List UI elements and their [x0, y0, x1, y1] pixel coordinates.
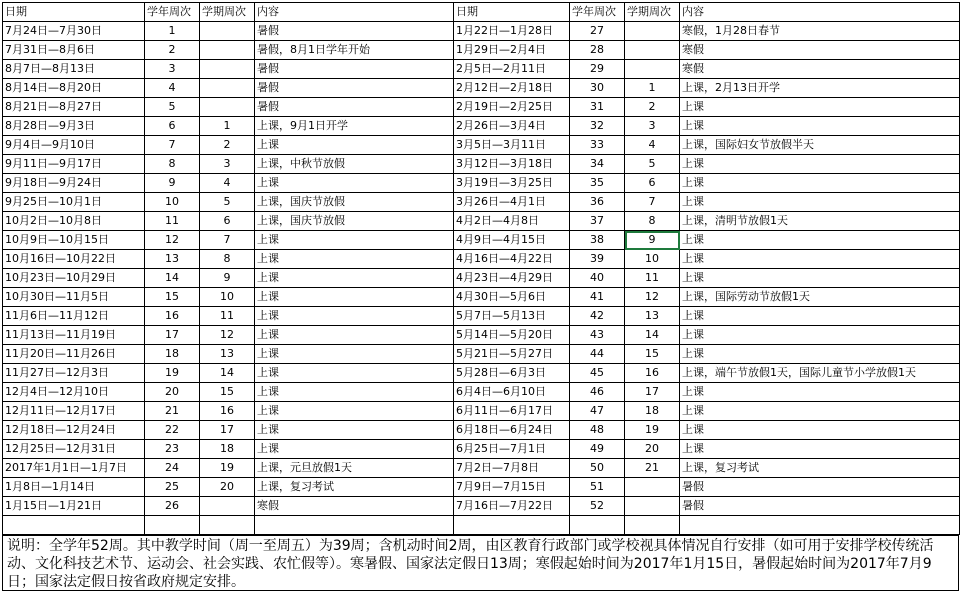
date-cell[interactable]: 5月14日—5月20日 — [454, 326, 570, 345]
date-cell[interactable]: 6月11日—6月17日 — [454, 402, 570, 421]
term-week-cell[interactable] — [200, 497, 255, 516]
year-week-cell[interactable]: 23 — [145, 440, 200, 459]
date-cell[interactable]: 4月2日—4月8日 — [454, 212, 570, 231]
year-week-cell[interactable]: 28 — [570, 41, 625, 60]
content-cell[interactable]: 上课 — [680, 117, 960, 136]
term-week-cell[interactable]: 18 — [625, 402, 680, 421]
term-week-cell[interactable]: 5 — [625, 155, 680, 174]
content-cell[interactable]: 上课，国际劳动节放假1天 — [680, 288, 960, 307]
year-week-cell[interactable]: 32 — [570, 117, 625, 136]
date-cell[interactable]: 8月14日—8月20日 — [3, 79, 145, 98]
empty-cell[interactable] — [200, 516, 255, 535]
term-week-cell[interactable]: 8 — [625, 212, 680, 231]
year-week-cell[interactable]: 50 — [570, 459, 625, 478]
year-week-cell[interactable]: 11 — [145, 212, 200, 231]
date-cell[interactable]: 2017年1月1日—1月7日 — [3, 459, 145, 478]
content-cell[interactable]: 上课 — [680, 345, 960, 364]
date-cell[interactable]: 10月2日—10月8日 — [3, 212, 145, 231]
table-row — [3, 41, 960, 60]
date-cell[interactable]: 6月25日—7月1日 — [454, 440, 570, 459]
term-week-cell[interactable]: 13 — [625, 307, 680, 326]
date-cell[interactable]: 4月9日—4月15日 — [454, 231, 570, 250]
year-week-cell[interactable]: 18 — [145, 345, 200, 364]
term-week-cell[interactable]: 19 — [200, 459, 255, 478]
year-week-cell[interactable]: 20 — [145, 383, 200, 402]
content-cell[interactable]: 上课 — [680, 98, 960, 117]
year-week-cell[interactable]: 30 — [570, 79, 625, 98]
date-cell[interactable]: 8月28日—9月3日 — [3, 117, 145, 136]
year-week-cell[interactable]: 4 — [145, 79, 200, 98]
content-cell[interactable]: 上课 — [680, 269, 960, 288]
content-cell[interactable]: 暑假 — [255, 79, 454, 98]
year-week-cell[interactable]: 31 — [570, 98, 625, 117]
date-cell[interactable]: 7月24日—7月30日 — [3, 22, 145, 41]
content-cell[interactable]: 上课，清明节放假1天 — [680, 212, 960, 231]
date-cell[interactable]: 12月11日—12月17日 — [3, 402, 145, 421]
year-week-cell[interactable]: 15 — [145, 288, 200, 307]
term-week-cell[interactable]: 20 — [200, 478, 255, 497]
content-cell[interactable]: 上课 — [680, 231, 960, 250]
year-week-cell[interactable]: 14 — [145, 269, 200, 288]
term-week-cell[interactable]: 18 — [200, 440, 255, 459]
term-week-cell[interactable] — [625, 41, 680, 60]
term-week-cell[interactable]: 10 — [200, 288, 255, 307]
date-cell[interactable]: 1月15日—1月21日 — [3, 497, 145, 516]
term-week-cell[interactable]: 19 — [625, 421, 680, 440]
date-cell[interactable]: 8月21日—8月27日 — [3, 98, 145, 117]
content-cell[interactable]: 寒假 — [680, 41, 960, 60]
content-cell[interactable]: 暑假 — [255, 98, 454, 117]
year-week-cell[interactable]: 46 — [570, 383, 625, 402]
term-week-cell[interactable]: 2 — [200, 136, 255, 155]
term-week-cell[interactable]: 16 — [200, 402, 255, 421]
content-cell[interactable]: 上课，国庆节放假 — [255, 193, 454, 212]
term-week-cell[interactable] — [200, 60, 255, 79]
content-cell[interactable]: 暑假 — [680, 478, 960, 497]
content-cell[interactable]: 上课，复习考试 — [255, 478, 454, 497]
date-cell[interactable]: 2月19日—2月25日 — [454, 98, 570, 117]
empty-cell[interactable] — [145, 516, 200, 535]
year-week-cell[interactable]: 24 — [145, 459, 200, 478]
year-week-cell[interactable]: 22 — [145, 421, 200, 440]
content-cell[interactable]: 上课 — [255, 440, 454, 459]
table-row — [3, 497, 960, 516]
term-week-cell[interactable] — [200, 79, 255, 98]
table-row — [3, 345, 960, 364]
date-cell[interactable]: 1月29日—2月4日 — [454, 41, 570, 60]
date-cell[interactable]: 7月9日—7月15日 — [454, 478, 570, 497]
year-week-cell[interactable]: 5 — [145, 98, 200, 117]
content-cell[interactable]: 暑假 — [255, 22, 454, 41]
date-cell[interactable]: 3月12日—3月18日 — [454, 155, 570, 174]
date-cell[interactable]: 6月18日—6月24日 — [454, 421, 570, 440]
date-cell[interactable]: 11月6日—11月12日 — [3, 307, 145, 326]
empty-row — [3, 516, 960, 535]
term-week-cell[interactable] — [625, 478, 680, 497]
content-cell[interactable]: 上课，国际妇女节放假半天 — [680, 136, 960, 155]
table-row — [3, 402, 960, 421]
content-cell[interactable]: 上课 — [680, 402, 960, 421]
date-cell[interactable]: 5月28日—6月3日 — [454, 364, 570, 383]
term-week-cell[interactable]: 12 — [200, 326, 255, 345]
term-week-cell[interactable]: 12 — [625, 288, 680, 307]
year-week-cell[interactable]: 40 — [570, 269, 625, 288]
term-week-cell[interactable]: 9 — [200, 269, 255, 288]
table-row — [3, 250, 960, 269]
table-row — [3, 421, 960, 440]
date-cell[interactable]: 2月26日—3月4日 — [454, 117, 570, 136]
content-cell[interactable]: 上课，2月13日开学 — [680, 79, 960, 98]
date-cell[interactable]: 10月23日—10月29日 — [3, 269, 145, 288]
content-cell[interactable]: 上课 — [680, 174, 960, 193]
date-cell[interactable]: 9月4日—9月10日 — [3, 136, 145, 155]
column-header[interactable]: 学期周次 — [200, 3, 255, 22]
content-cell[interactable]: 暑假 — [680, 497, 960, 516]
year-week-cell[interactable]: 21 — [145, 402, 200, 421]
content-cell[interactable]: 上课，元旦放假1天 — [255, 459, 454, 478]
year-week-cell[interactable]: 52 — [570, 497, 625, 516]
term-week-cell[interactable]: 11 — [625, 269, 680, 288]
content-cell[interactable]: 上课，端午节放假1天，国际儿童节小学放假1天 — [680, 364, 960, 383]
date-cell[interactable]: 3月19日—3月25日 — [454, 174, 570, 193]
content-cell[interactable]: 上课 — [255, 288, 454, 307]
term-week-cell[interactable]: 6 — [200, 212, 255, 231]
table-row — [3, 193, 960, 212]
column-header[interactable]: 学期周次 — [625, 3, 680, 22]
year-week-cell[interactable]: 26 — [145, 497, 200, 516]
term-week-cell[interactable]: 21 — [625, 459, 680, 478]
table-row — [3, 60, 960, 79]
table-row — [3, 174, 960, 193]
term-week-cell[interactable]: 1 — [200, 117, 255, 136]
empty-cell[interactable] — [570, 516, 625, 535]
year-week-cell[interactable]: 44 — [570, 345, 625, 364]
term-week-cell[interactable]: 20 — [625, 440, 680, 459]
date-cell[interactable]: 6月4日—6月10日 — [454, 383, 570, 402]
date-cell[interactable]: 7月16日—7月22日 — [454, 497, 570, 516]
table-row — [3, 231, 960, 250]
table-row — [3, 288, 960, 307]
column-header[interactable]: 内容 — [680, 3, 960, 22]
year-week-cell[interactable]: 12 — [145, 231, 200, 250]
header-row — [3, 3, 960, 22]
content-cell[interactable]: 上课 — [255, 231, 454, 250]
date-cell[interactable]: 3月26日—4月1日 — [454, 193, 570, 212]
table-row — [3, 459, 960, 478]
content-cell[interactable]: 上课 — [255, 345, 454, 364]
column-header[interactable]: 学年周次 — [570, 3, 625, 22]
term-week-cell[interactable]: 6 — [625, 174, 680, 193]
content-cell[interactable]: 上课，9月1日开学 — [255, 117, 454, 136]
term-week-cell[interactable]: 15 — [200, 383, 255, 402]
content-cell[interactable]: 上课，复习考试 — [680, 459, 960, 478]
date-cell[interactable]: 12月4日—12月10日 — [3, 383, 145, 402]
year-week-cell[interactable]: 43 — [570, 326, 625, 345]
term-week-cell[interactable]: 7 — [200, 231, 255, 250]
content-cell[interactable]: 上课 — [680, 383, 960, 402]
date-cell[interactable]: 3月5日—3月11日 — [454, 136, 570, 155]
content-cell[interactable]: 上课 — [680, 193, 960, 212]
year-week-cell[interactable]: 36 — [570, 193, 625, 212]
date-cell[interactable]: 5月21日—5月27日 — [454, 345, 570, 364]
date-cell[interactable]: 2月12日—2月18日 — [454, 79, 570, 98]
term-week-cell[interactable]: 2 — [625, 98, 680, 117]
year-week-cell[interactable]: 16 — [145, 307, 200, 326]
term-week-cell[interactable] — [200, 41, 255, 60]
content-cell[interactable]: 上课 — [255, 250, 454, 269]
year-week-cell[interactable]: 17 — [145, 326, 200, 345]
column-header[interactable]: 内容 — [255, 3, 454, 22]
table-row — [3, 364, 960, 383]
table-row — [3, 117, 960, 136]
date-cell[interactable]: 1月22日—1月28日 — [454, 22, 570, 41]
term-week-cell[interactable]: 7 — [625, 193, 680, 212]
table-row — [3, 383, 960, 402]
table-row — [3, 155, 960, 174]
term-week-cell[interactable] — [625, 497, 680, 516]
year-week-cell[interactable]: 29 — [570, 60, 625, 79]
year-week-cell[interactable]: 1 — [145, 22, 200, 41]
year-week-cell[interactable]: 47 — [570, 402, 625, 421]
term-week-cell[interactable]: 5 — [200, 193, 255, 212]
term-week-cell[interactable]: 3 — [200, 155, 255, 174]
table-row — [3, 79, 960, 98]
date-cell[interactable]: 1月8日—1月14日 — [3, 478, 145, 497]
content-cell[interactable]: 上课 — [255, 402, 454, 421]
content-cell[interactable]: 寒假，1月28日春节 — [680, 22, 960, 41]
table-row — [3, 478, 960, 497]
empty-cell[interactable] — [680, 516, 960, 535]
date-cell[interactable]: 11月13日—11月19日 — [3, 326, 145, 345]
date-cell[interactable]: 8月7日—8月13日 — [3, 60, 145, 79]
table-row — [3, 212, 960, 231]
empty-cell[interactable] — [454, 516, 570, 535]
column-header[interactable]: 学年周次 — [145, 3, 200, 22]
table-row — [3, 326, 960, 345]
year-week-cell[interactable]: 3 — [145, 60, 200, 79]
date-cell[interactable]: 4月16日—4月22日 — [454, 250, 570, 269]
term-week-cell[interactable]: 4 — [625, 136, 680, 155]
footnote: 说明：全学年52周。其中教学时间（周一至周五）为39周；含机动时间2周，由区教育行政部门或学校视具体情况自行安排（如可用于安排学校传统活动、文化科技艺术节、运动会、社会实践、农忙假等）。寒暑假、国家法定假日13周；寒假起始时间为2017年1月15日，暑假起始时间为2017年7月9日；国家法定假日按省政府规定安排。 — [2, 535, 959, 591]
content-cell[interactable]: 上课，国庆节放假 — [255, 212, 454, 231]
term-week-cell[interactable]: 17 — [625, 383, 680, 402]
year-week-cell[interactable]: 48 — [570, 421, 625, 440]
term-week-cell[interactable]: 1 — [625, 79, 680, 98]
content-cell[interactable]: 上课 — [680, 155, 960, 174]
term-week-cell[interactable]: 11 — [200, 307, 255, 326]
year-week-cell[interactable]: 45 — [570, 364, 625, 383]
content-cell[interactable]: 上课 — [255, 307, 454, 326]
content-cell[interactable]: 上课 — [255, 421, 454, 440]
term-week-cell[interactable]: 14 — [625, 326, 680, 345]
term-week-cell[interactable]: 4 — [200, 174, 255, 193]
empty-cell[interactable] — [625, 516, 680, 535]
date-cell[interactable]: 10月9日—10月15日 — [3, 231, 145, 250]
year-week-cell[interactable]: 13 — [145, 250, 200, 269]
term-week-cell[interactable]: 9 — [625, 231, 680, 250]
column-header[interactable]: 日期 — [454, 3, 570, 22]
content-cell[interactable]: 上课 — [680, 440, 960, 459]
content-cell[interactable]: 上课，中秋节放假 — [255, 155, 454, 174]
empty-cell[interactable] — [255, 516, 454, 535]
content-cell[interactable]: 暑假，8月1日学年开始 — [255, 41, 454, 60]
content-cell[interactable]: 寒假 — [680, 60, 960, 79]
date-cell[interactable]: 11月20日—11月26日 — [3, 345, 145, 364]
content-cell[interactable]: 上课 — [255, 136, 454, 155]
content-cell[interactable]: 上课 — [255, 383, 454, 402]
year-week-cell[interactable]: 7 — [145, 136, 200, 155]
content-cell[interactable]: 上课 — [680, 421, 960, 440]
year-week-cell[interactable]: 51 — [570, 478, 625, 497]
content-cell[interactable]: 上课 — [255, 364, 454, 383]
term-week-cell[interactable]: 17 — [200, 421, 255, 440]
year-week-cell[interactable]: 27 — [570, 22, 625, 41]
year-week-cell[interactable]: 33 — [570, 136, 625, 155]
date-cell[interactable]: 5月7日—5月13日 — [454, 307, 570, 326]
date-cell[interactable]: 2月5日—2月11日 — [454, 60, 570, 79]
date-cell[interactable]: 12月18日—12月24日 — [3, 421, 145, 440]
term-week-cell[interactable]: 16 — [625, 364, 680, 383]
date-cell[interactable]: 4月23日—4月29日 — [454, 269, 570, 288]
content-cell[interactable]: 暑假 — [255, 60, 454, 79]
year-week-cell[interactable]: 8 — [145, 155, 200, 174]
table-row — [3, 269, 960, 288]
date-cell[interactable]: 9月25日—10月1日 — [3, 193, 145, 212]
year-week-cell[interactable]: 9 — [145, 174, 200, 193]
year-week-cell[interactable]: 6 — [145, 117, 200, 136]
date-cell[interactable]: 10月30日—11月5日 — [3, 288, 145, 307]
date-cell[interactable]: 12月25日—12月31日 — [3, 440, 145, 459]
table-row — [3, 440, 960, 459]
table-row — [3, 22, 960, 41]
year-week-cell[interactable]: 25 — [145, 478, 200, 497]
date-cell[interactable]: 9月18日—9月24日 — [3, 174, 145, 193]
year-week-cell[interactable]: 49 — [570, 440, 625, 459]
year-week-cell[interactable]: 2 — [145, 41, 200, 60]
term-week-cell[interactable]: 14 — [200, 364, 255, 383]
date-cell[interactable]: 7月2日—7月8日 — [454, 459, 570, 478]
empty-cell[interactable] — [3, 516, 145, 535]
date-cell[interactable]: 11月27日—12月3日 — [3, 364, 145, 383]
term-week-cell[interactable]: 8 — [200, 250, 255, 269]
table-row — [3, 307, 960, 326]
date-cell[interactable]: 7月31日—8月6日 — [3, 41, 145, 60]
year-week-cell[interactable]: 42 — [570, 307, 625, 326]
content-cell[interactable]: 上课 — [680, 307, 960, 326]
date-cell[interactable]: 9月11日—9月17日 — [3, 155, 145, 174]
date-cell[interactable]: 4月30日—5月6日 — [454, 288, 570, 307]
year-week-cell[interactable]: 38 — [570, 231, 625, 250]
content-cell[interactable]: 上课 — [680, 326, 960, 345]
year-week-cell[interactable]: 37 — [570, 212, 625, 231]
term-week-cell[interactable]: 13 — [200, 345, 255, 364]
year-week-cell[interactable]: 10 — [145, 193, 200, 212]
year-week-cell[interactable]: 35 — [570, 174, 625, 193]
year-week-cell[interactable]: 39 — [570, 250, 625, 269]
term-week-cell[interactable]: 10 — [625, 250, 680, 269]
year-week-cell[interactable]: 34 — [570, 155, 625, 174]
year-week-cell[interactable]: 19 — [145, 364, 200, 383]
term-week-cell[interactable] — [625, 60, 680, 79]
term-week-cell[interactable]: 15 — [625, 345, 680, 364]
column-header[interactable]: 日期 — [3, 3, 145, 22]
content-cell[interactable]: 上课 — [255, 174, 454, 193]
term-week-cell[interactable]: 3 — [625, 117, 680, 136]
content-cell[interactable]: 上课 — [680, 250, 960, 269]
content-cell[interactable]: 上课 — [255, 269, 454, 288]
term-week-cell[interactable] — [200, 98, 255, 117]
content-cell[interactable]: 寒假 — [255, 497, 454, 516]
table-row — [3, 98, 960, 117]
date-cell[interactable]: 10月16日—10月22日 — [3, 250, 145, 269]
table-row — [3, 136, 960, 155]
school-calendar-table — [2, 2, 960, 535]
term-week-cell[interactable] — [200, 22, 255, 41]
year-week-cell[interactable]: 41 — [570, 288, 625, 307]
term-week-cell[interactable] — [625, 22, 680, 41]
content-cell[interactable]: 上课 — [255, 326, 454, 345]
